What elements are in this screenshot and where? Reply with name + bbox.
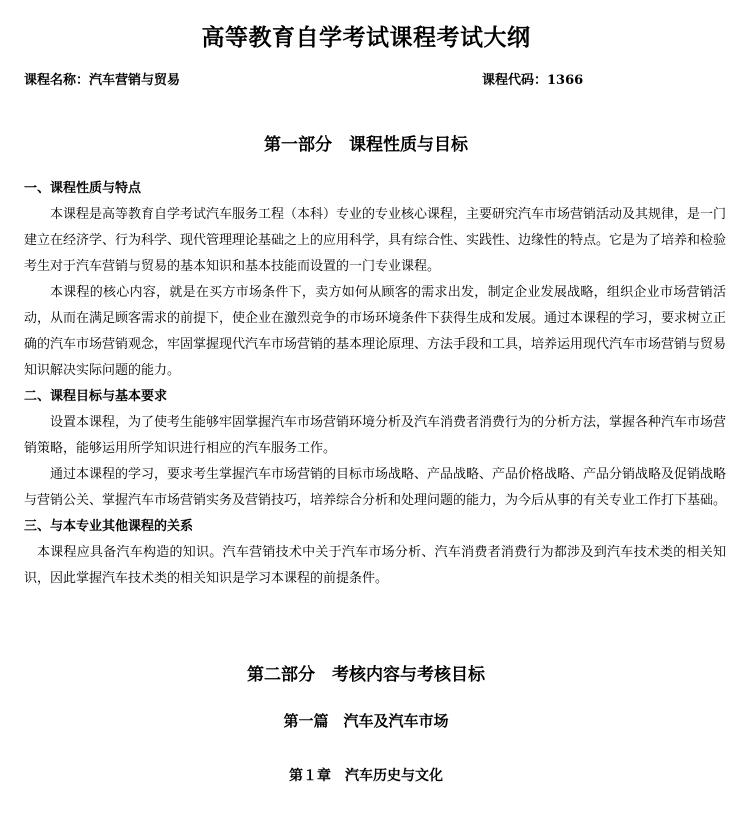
section2-heading: 二、课程目标与基本要求 [24,389,168,404]
section3-heading: 三、与本专业其他课程的关系 [24,519,194,534]
chapter-heading: 第一篇 汽车及汽车市场 [283,712,449,730]
section1-paragraph-2: 本课程的核心内容，就是在买方市场条件下，卖方如何从顾客的需求出发，制定企业发展战略，组织企业市场营销活动，从而在满足顾客需求的前提下，使企业在激烈竞争的市场环境条件下获得生成和发展。通过本课程的学习，要求树立正确的汽车市场营销观念，牢固掌握现代汽车市场营销的基本理论原理、方法手段和工具，培养运用现代汽车市场营销与贸易知识解决实际问题的能力。 [24,285,727,378]
course-code: 课程代码：1366 [482,73,584,88]
course-name: 课程名称：汽车营销与贸易 [24,73,181,88]
section2-paragraph-2: 通过本课程的学习，要求考生掌握汽车市场营销的目标市场战略、产品战略、产品价格战略、产品分销战略及促销战略与营销公关、掌握汽车市场营销实务及营销技巧，培养综合分析和处理问题的能力，为今后从事的有关专业工作打下基础。 [24,467,727,508]
part1-body [24,176,726,592]
section2-paragraph-1: 设置本课程，为了使考生能够牢固掌握汽车市场营销环境分析及汽车消费者消费行为的分析方法，掌握各种汽车市场营销策略，能够运用所学知识进行相应的汽车服务工作。 [24,415,727,456]
section1-paragraph-1: 本课程是高等教育自学考试汽车服务工程（本科）专业的专业核心课程，主要研究汽车市场营销活动及其规律，是一门建立在经济学、行为科学、现代管理理论基础之上的应用科学，具有综合性、实践性、边缘性的特点。它是为了培养和检验考生对于汽车营销与贸易的基本知识和基本技能而设置的一门专业课程。 [24,207,727,274]
document-title: 高等教育自学考试课程考试大纲 [201,24,531,51]
part2-heading: 第二部分 考核内容与考核目标 [247,665,485,685]
section3-paragraph-1: 本课程应具备汽车构造的知识。汽车营销技术中关于汽车市场分析、汽车消费者消费行为都涉及到汽车技术类的相关知识，因此掌握汽车技术类的相关知识是学习本课程的前提条件。 [24,545,726,586]
part1-heading: 第一部分 课程性质与目标 [264,135,468,155]
section1-heading: 一、课程性质与特点 [24,181,142,196]
chapter-sub-heading: 第１章 汽车历史与文化 [289,768,443,784]
